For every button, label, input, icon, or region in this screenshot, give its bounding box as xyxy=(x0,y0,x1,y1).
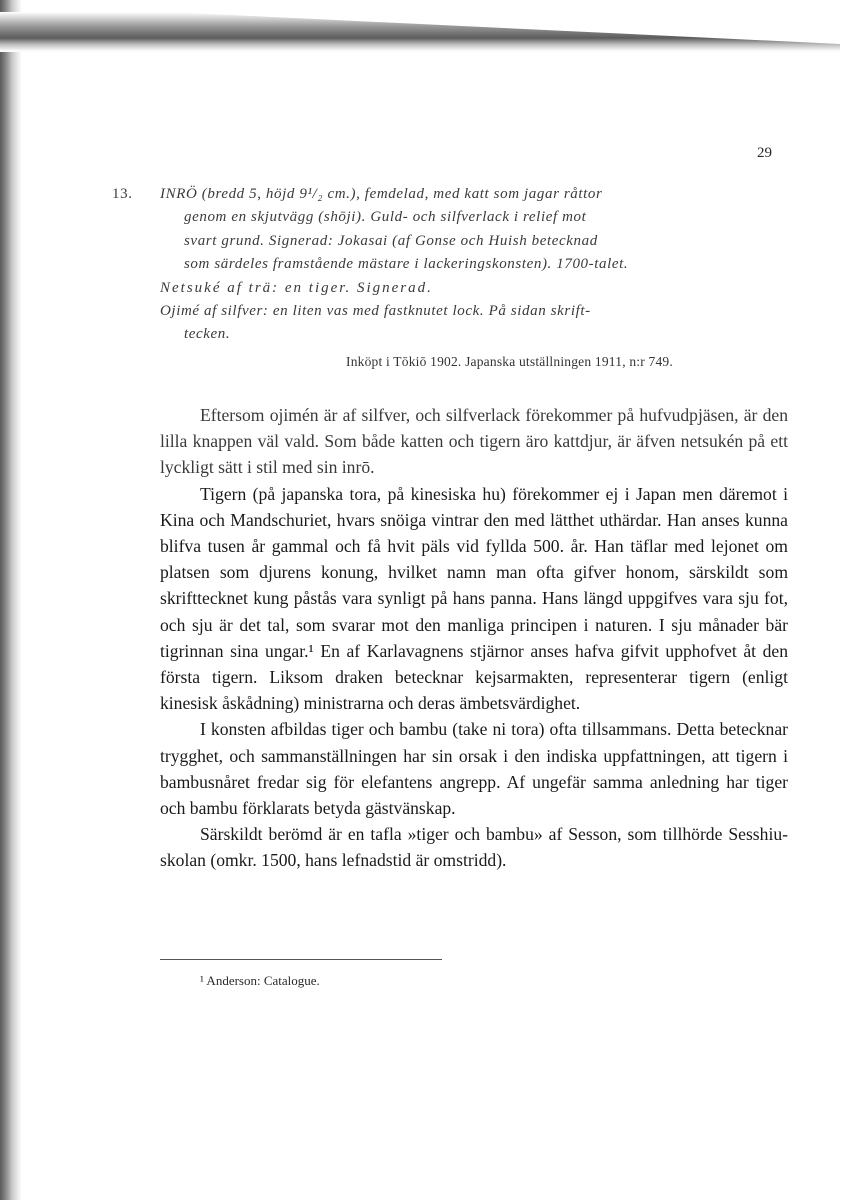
footnote-divider xyxy=(160,959,442,960)
entry-line-ojime: Ojimé af silfver: en liten vas med fastknutet lock. På sidan skrift- xyxy=(160,303,591,320)
entry-line-2: genom en skjutvägg (shōji). Guld- och silfverlack i relief mot xyxy=(184,209,587,226)
footnote: ¹ Anderson: Catalogue. xyxy=(200,973,320,988)
scan-shadow-top xyxy=(0,12,840,52)
catalogue-entry xyxy=(112,183,800,347)
paragraph-tiger: Tigern (på japanska tora, på kinesiska hu) förekommer ej i Japan men däremot i Kina och Mandschuriet, hvars snöiga vintrar den med lätthet uthärdar. Han anses kunna blifva tusen år gammal och få hvit päls vid fyllda 500. år. Han täflar med lejonet om platsen som djurens konung, hvilket namn man ofta gifver honom, särskildt som skrifttecknet kung påstås vara synligt på hans panna. Hans längd uppgifves vara sju fot, och sju är det tal, som svarar mot den manliga principen i naturen. I sju månader bär tigrinnan sina ungar.¹ En af Karlavagnens stjärnor anses hafva gifvit upphofvet åt den första tigern. Liksom draken betecknar kejsarmakten, representerar tigern (enligt kinesisk åskådning) ministrarna och deras ämbetsvärdighet. xyxy=(160,483,788,714)
entry-line-1: INRÖ (bredd 5, höjd 9¹/₂ cm.), femdelad, med katt som jagar råttor xyxy=(160,186,603,202)
entry-number: 13. xyxy=(112,186,133,202)
scan-shadow-left xyxy=(0,0,22,1200)
page-number: 29 xyxy=(757,145,772,161)
paragraph-bamboo: I konsten afbildas tiger och bambu (take ni tora) ofta tillsammans. Detta betecknar trygghet, och sammanställningen har sin orsak i den indiska uppfattningen, att tigern i bambusnåret fredar sig för elefantens angrepp. Af ungefär samma anledning har tiger och bambu förklarats betyda gästvänskap. xyxy=(160,719,788,819)
entry-line-7: tecken. xyxy=(184,326,231,343)
entry-line-3: svart grund. Signerad: Jokasai (af Gonse och Huish betecknad xyxy=(184,232,598,249)
entry-line-4: som särdeles framstående mästare i lackeringskonsten). 1700-talet. xyxy=(184,256,629,273)
purchase-note: Inköpt i Tōkiō 1902. Japanska utställningen 1911, n:r 749. xyxy=(346,354,673,369)
paragraph-sesson: Särskildt berömd är en tafla »tiger och bambu» af Sesson, som tillhörde Sesshiu-skolan (omkr. 1500, hans lefnadstid är omstridd). xyxy=(160,824,788,871)
paragraph-ojime: Eftersom ojimén är af silfver, och silfverlack förekommer på hufvudpjäsen, är den lilla knappen väl vald. Som både katten och tigern äro kattdjur, är äfven netsukén på ett lyckligt sätt i stil med sin inrō. xyxy=(160,405,788,478)
body-text xyxy=(160,402,788,874)
entry-line-netsuke: Netsuké af trä: en tiger. Signerad. xyxy=(160,279,433,296)
